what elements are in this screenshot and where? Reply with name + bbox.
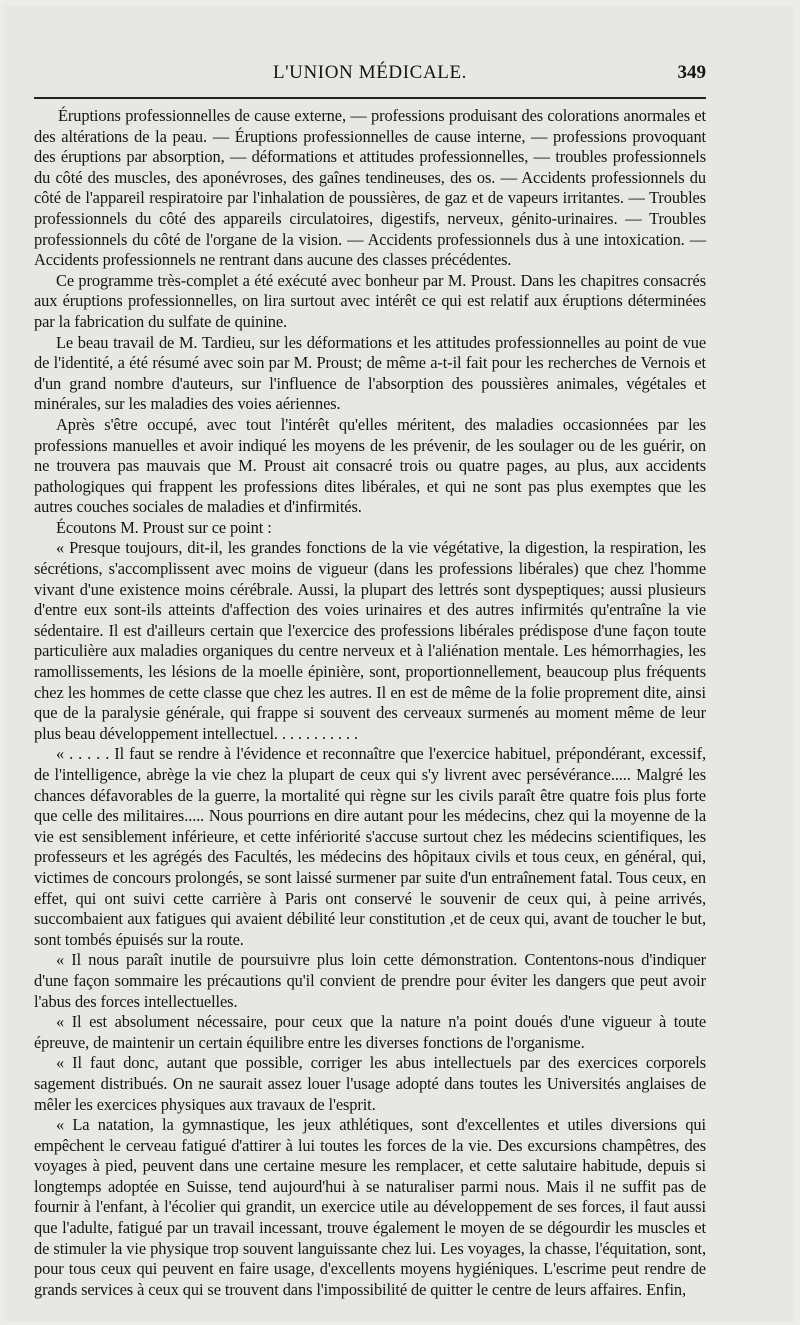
paragraph: Le beau travail de M. Tardieu, sur les déformations et les attitudes professionnelles au point de vue de l'identité, a été résumé avec soin par M. Proust; de même a-t-il fait pour les recherches de Vernois et d'un grand nombre d'auteurs, sur l'influence de l'absorption des poussières animales, végétales et minérales, sur les maladies des voies aériennes. — [34, 332, 706, 414]
body-text — [34, 106, 706, 1300]
page-header — [34, 62, 706, 92]
paragraph: Ce programme très-complet a été exécuté avec bonheur par M. Proust. Dans les chapitres consacrés aux éruptions professionnelles, on lira surtout avec intérêt ce qui est relatif aux éruptions déterminées par la fabrication du sulfate de quinine. — [34, 270, 706, 331]
header-rule — [34, 97, 706, 99]
page-number: 349 — [677, 62, 706, 83]
quote-paragraph: « Il faut donc, autant que possible, corriger les abus intellectuels par des exercices corporels sagement distribués. On ne saurait assez louer l'usage adopté dans toutes les Universités anglaises de mêler les exercices physiques aux travaux de l'esprit. — [34, 1053, 706, 1114]
quote-paragraph: « . . . . . Il faut se rendre à l'évidence et reconnaître que l'exercice habituel, prépondérant, excessif, de l'intelligence, abrège la vie chez la plupart de ceux qui s'y livrent avec persévérance..... Malgré les chances défavorables de la guerre, la mortalité qui règne sur les civils paraît être quatre fois plus forte que celle des militaires..... Nous pourrions en dire autant pour les médecins, chez qui la moyenne de la vie est sensiblement inférieure, et cette infériorité s'accuse surtout chez les médecins scientifiques, les professeurs et les agrégés des Facultés, les médecins des hôpitaux civils et tous ceux, en général, qui, victimes de concours prolongés, se sont laissé surmener par suite d'un entraînement fatal. Tous ceux, en effet, qui ont suivi cette carrière à Paris ont conservé le souvenir de ceux qui, à peine arrivés, succombaient aux fatigues qui avaient débilité leur constitution ,et de ceux qui, avant de toucher le but, sont tombés épuisés sur la route. — [34, 744, 706, 949]
book-page — [4, 6, 794, 1321]
quote-paragraph: « Presque toujours, dit-il, les grandes fonctions de la vie végétative, la digestion, la respiration, les sécrétions, s'accomplissent avec moins de vigueur (dans les professions libérales) que chez l'homme vivant d'une existence moins cérébrale. Aussi, la plupart des lettrés sont dyspeptiques; aussi plusieurs d'entre eux sont-ils atteints d'affection des voies urinaires et des autres infirmités qu'entraîne la vie sédentaire. Il est d'ailleurs certain que l'exercice des professions libérales prédispose d'une façon toute particulière aux maladies organiques du centre nerveux et à l'aliénation mentale. Les hémorrhagies, les ramollissements, les lésions de la moelle épinière, sont, proportionnellement, beaucoup plus fréquents chez les hommes de cette classe que chez les autres. Il en est de même de la folie proprement dite, ainsi que de la paralysie générale, qui frappe si souvent des cerveaux surmenés au moment même de leur plus beau développement intellectuel. . . . . . . . . . . — [34, 538, 706, 743]
quote-paragraph: « Il nous paraît inutile de poursuivre plus loin cette démonstration. Contentons-nous d'indiquer d'une façon sommaire les précautions qu'il convient de prendre pour éviter les dangers que peut avoir l'abus des forces intellectuelles. — [34, 950, 706, 1011]
paragraph: Écoutons M. Proust sur ce point : — [56, 517, 272, 537]
quote-paragraph: « Il est absolument nécessaire, pour ceux que la nature n'a point doués d'une vigueur à toute épreuve, de maintenir un certain équilibre entre les diverses fonctions de l'organisme. — [34, 1012, 706, 1052]
paragraph: Après s'être occupé, avec tout l'intérêt qu'elles méritent, des maladies occasionnées par les professions manuelles et avoir indiqué les moyens de les prévenir, de les soulager ou de les guérir, on ne trouvera pas mauvais que M. Proust ait consacré trois ou quatre pages, au plus, aux accidents pathologiques qui frappent les professions dites libérales, et qui ne sont pas plus exemptes que les autres couches sociales de maladies et d'infirmités. — [34, 414, 706, 517]
quote-paragraph: « La natation, la gymnastique, les jeux athlétiques, sont d'excellentes et utiles diversions qui empêchent le cerveau fatigué d'attirer à lui toutes les forces de la vie. Des excursions champêtres, des voyages à pied, peuvent dans une certaine mesure les remplacer, et cette salutaire habitude, depuis si longtemps adoptée en Suisse, tend aujourd'hui à se naturaliser parmi nous. Mais il ne suffit pas de fournir à l'enfant, à l'écolier qui grandit, un exercice utile au développement de ses forces, il faut aussi que l'adulte, fatigué par un travail incessant, trouve également le moyen de se dégourdir les muscles et de stimuler la vie physique trop souvent languissante chez lui. Les voyages, la chasse, l'équitation, sont, pour tous ceux qui peuvent en faire usage, d'excellents moyens hygiéniques. L'escrime peut rendre de grands services à ceux qui se trouvent dans l'impossibilité de quitter le centre de leurs affaires. Enfin, — [34, 1115, 706, 1299]
running-title: L'UNION MÉDICALE. — [272, 62, 468, 83]
paragraph: Éruptions professionnelles de cause externe, — professions produisant des colorations anormales et des altérations de la peau. — Éruptions professionnelles de cause interne, — professions provoquant des éruptions par absorption, — déformations et attitudes professionnelles, — troubles professionnels du côté des muscles, des aponévroses, des gaînes tendineuses, des os. — Accidents professionnels du côté de l'appareil respiratoire par l'inhalation de poussières, de gaz et de vapeurs irritantes. — Troubles professionnels du côté des appareils circulatoires, digestifs, nerveux, génito-urinaires. — Troubles professionnels du côté de l'organe de la vision. — Accidents professionnels dus à une intoxication. — Accidents professionnels ne rentrant dans aucune des classes précédentes. — [34, 106, 706, 270]
